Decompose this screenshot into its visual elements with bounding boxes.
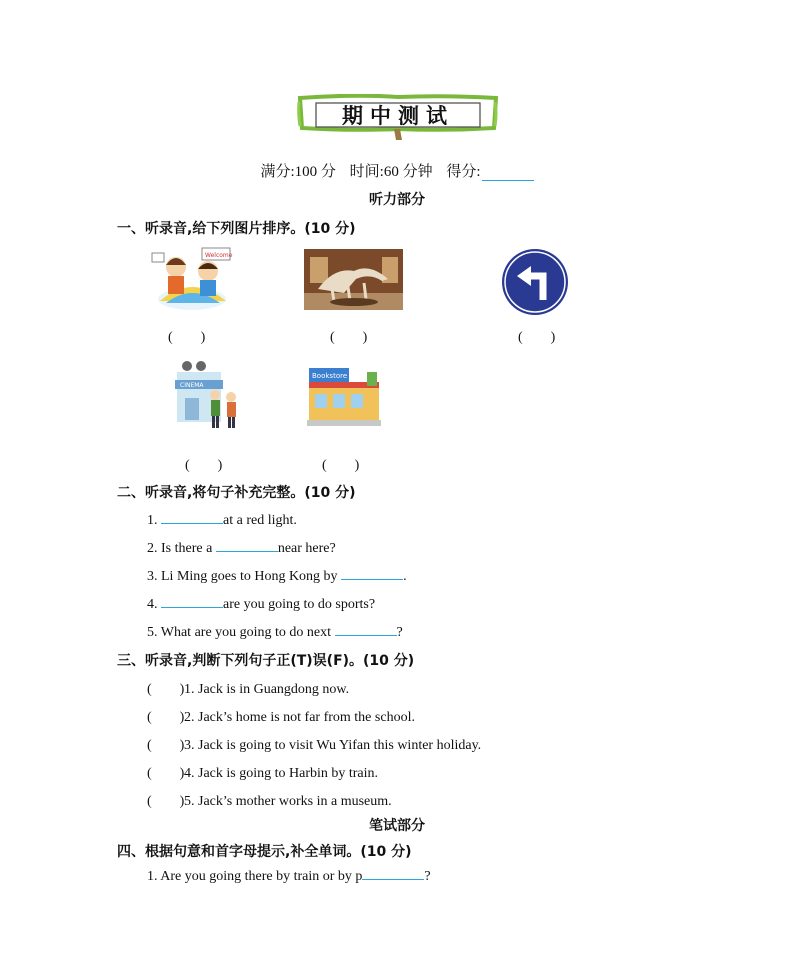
section4-title: 四、根据句意和首字母提示,补全单词。(10 分) (117, 844, 412, 860)
answer-blank[interactable] (161, 510, 223, 524)
tf-item-2: ( )2. Jack’s home is not far from the school. (147, 706, 415, 726)
section3-title: 三、听录音,判断下列句子正(T)误(F)。(10 分) (117, 653, 415, 669)
dinosaur-museum-picture (304, 249, 403, 310)
section1-title: 一、听录音,给下列图片排序。(10 分) (117, 221, 356, 237)
answer-paren-2[interactable]: ( ) (330, 330, 368, 345)
bookstore-picture (305, 364, 383, 430)
fill-item-5: 5. What are you going to do next ? (147, 622, 403, 641)
page-title: 期中测试 (342, 104, 454, 128)
answer-paren-4[interactable]: ( ) (185, 458, 223, 473)
fill-item-4: 4. are you going to do sports? (147, 594, 375, 613)
tf-answer-paren[interactable]: ( ) (147, 766, 185, 781)
answer-blank[interactable] (161, 594, 223, 608)
answer-blank[interactable] (341, 566, 403, 580)
answer-paren-3[interactable]: ( ) (518, 330, 556, 345)
section2-title: 二、听录音,将句子补充完整。(10 分) (117, 485, 356, 501)
score-label: 得分: (446, 164, 481, 180)
tf-item-1: ( )1. Jack is in Guangdong now. (147, 678, 349, 698)
fill-item-1: 1. at a red light. (147, 510, 297, 529)
cinema-picture (171, 358, 245, 431)
svg-text:CINEMA: CINEMA (180, 382, 204, 389)
answer-paren-5[interactable]: ( ) (322, 458, 360, 473)
svg-text:Welcome: Welcome (205, 252, 233, 259)
tf-answer-paren[interactable]: ( ) (147, 794, 185, 809)
answer-blank[interactable] (335, 622, 397, 636)
tf-item-5: ( )5. Jack’s mother works in a museum. (147, 790, 392, 810)
fill-item-3: 3. Li Ming goes to Hong Kong by . (147, 566, 407, 585)
writing-part-title: 笔试部分 (369, 818, 425, 834)
tf-item-3: ( )3. Jack is going to visit Wu Yifan this winter holiday. (147, 734, 481, 754)
answer-blank[interactable] (362, 866, 424, 880)
svg-text:Bookstore: Bookstore (312, 372, 348, 380)
tf-answer-paren[interactable]: ( ) (147, 738, 185, 753)
meta-line (0, 160, 794, 181)
tf-item-4: ( )4. Jack is going to Harbin by train. (147, 762, 378, 782)
answer-paren-1[interactable]: ( ) (168, 330, 206, 345)
turn-left-sign-picture (501, 248, 569, 316)
children-welcome-picture (148, 243, 236, 313)
tf-answer-paren[interactable]: ( ) (147, 710, 185, 725)
listening-part-title: 听力部分 (369, 192, 425, 208)
answer-blank[interactable] (216, 538, 278, 552)
tf-answer-paren[interactable]: ( ) (147, 682, 185, 697)
word-item-1: 1. Are you going there by train or by p ? (147, 866, 431, 885)
fill-item-2: 2. Is there a near here? (147, 538, 336, 557)
title-banner (296, 94, 500, 140)
full-score: 满分:100 分 (260, 164, 336, 180)
score-blank[interactable] (482, 166, 534, 181)
time-limit: 时间:60 分钟 (349, 164, 433, 180)
